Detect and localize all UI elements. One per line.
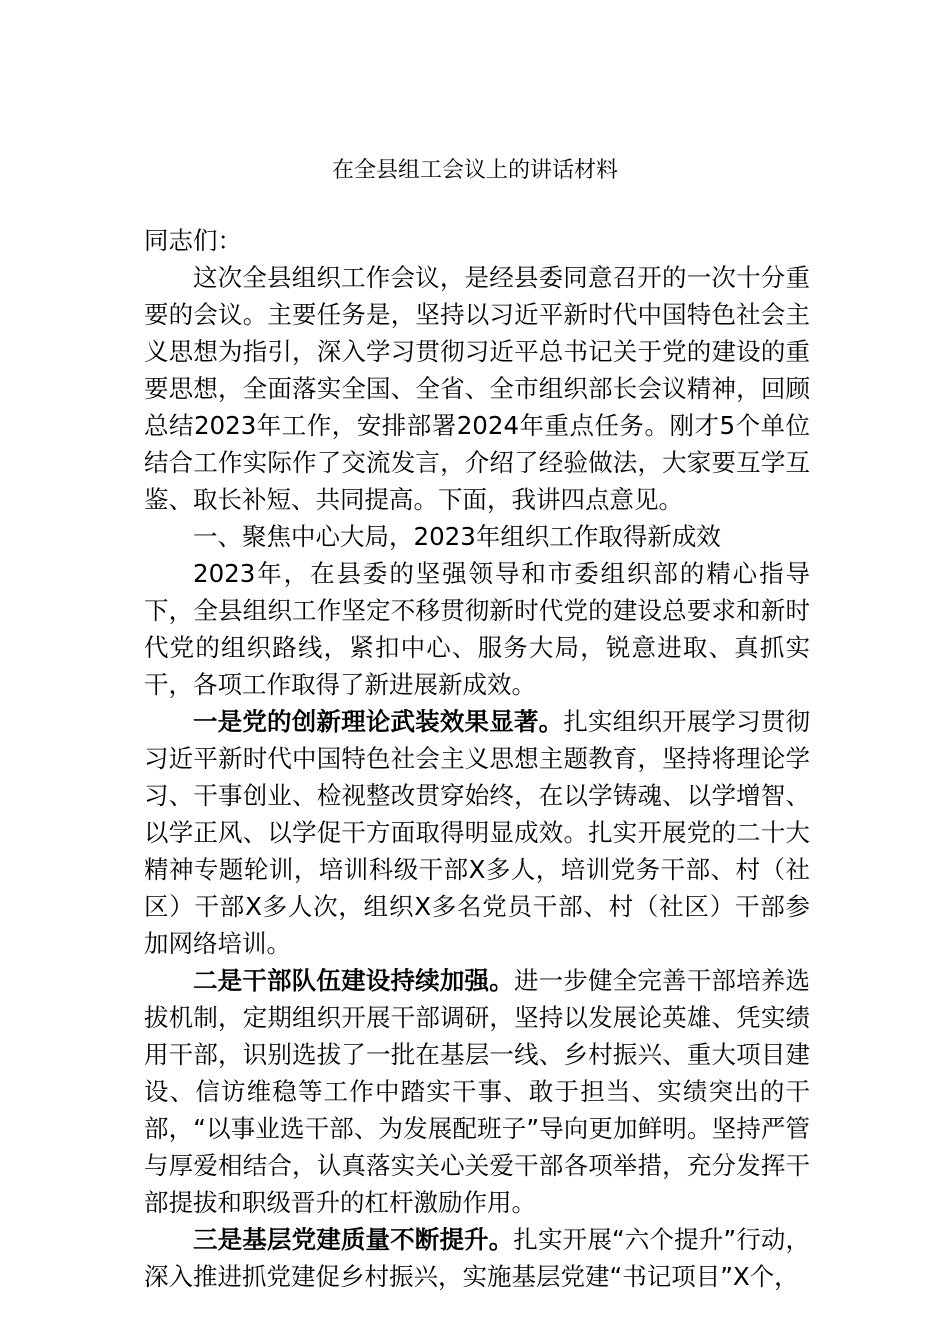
paragraph-point-2: [144, 962, 810, 1221]
paragraph-point-1: [144, 703, 810, 962]
section-heading-text: 一、聚焦中心大局，2023年组织工作取得新成效: [193, 522, 721, 551]
paragraph-lead: 一是党的创新理论武装效果显著。: [193, 707, 564, 736]
paragraph-overview: [144, 555, 810, 703]
document-title: 在全县组工会议上的讲话材料: [331, 158, 618, 183]
salutation: 同志们：: [144, 226, 242, 255]
paragraph-text: 这次全县组织工作会议，是经县委同意召开的一次十分重要的会议。主要任务是，坚持以习近平新时代中国特色社会主义思想为指引，深入学习贯彻习近平总书记关于党的建设的重要思想，全面落实全国、全省、全市组织部长会议精神，回顾总结2023年工作，安排部署2024年重点任务。刚才5个单位结合工作实际作了交流发言，介绍了经验做法，大家要互学互鉴、取长补短、共同提高。下面，我讲四点意见。: [144, 263, 810, 514]
paragraph-text: 进一步健全完善干部培养选拔机制，定期组织开展干部调研，坚持以发展论英雄、凭实绩用干部，识别选拔了一批在基层一线、乡村振兴、重大项目建设、信访维稳等工作中踏实干事、敢于担当、实绩突出的干部，“以事业选干部、为发展配班子”导向更加鲜明。坚持严管与厚爱相结合，认真落实关心关爱干部各项举措，充分发挥干部提拔和职级晋升的杠杆激励作用。: [144, 966, 810, 1217]
paragraph-text: 扎实组织开展学习贯彻习近平新时代中国特色社会主义思想主题教育，坚持将理论学习、干事创业、检视整改贯穿始终，在以学铸魂、以学增智、以学正风、以学促干方面取得明显成效。扎实开展党的二十大精神专题轮训，培训科级干部X多人，培训党务干部、村（社区）干部X多人次，组织X多名党员干部、村（社区）干部参加网络培训。: [144, 707, 810, 958]
paragraph-text: 2023年，在县委的坚强领导和市委组织部的精心指导下，全县组织工作坚定不移贯彻新时代党的建设总要求和新时代党的组织路线，紧扣中心、服务大局，锐意进取、真抓实干，各项工作取得了新进展新成效。: [144, 559, 810, 699]
document-body: [144, 222, 810, 1295]
paragraph-lead: 三是基层党建质量不断提升。: [193, 1225, 514, 1254]
paragraph-text: 扎实开展“六个提升”行动，深入推进抓党建促乡村振兴，实施基层党建“书记项目”X个，: [144, 1225, 811, 1291]
paragraph-intro: [144, 259, 810, 518]
section-heading: [144, 518, 810, 555]
paragraph-point-3: [144, 1221, 810, 1295]
paragraph-lead: 二是干部队伍建设持续加强。: [193, 966, 514, 995]
